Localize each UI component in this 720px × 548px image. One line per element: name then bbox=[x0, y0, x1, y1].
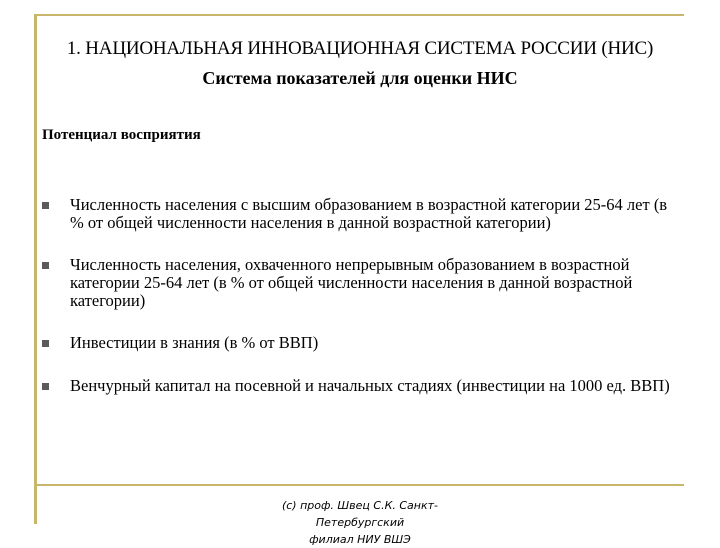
list-item-text: Инвестиции в знания (в % от ВВП) bbox=[70, 333, 319, 352]
footer-line-2: филиал НИУ ВШЭ bbox=[309, 533, 411, 546]
footer-line-1: (c) проф. Швец С.К. Санкт-Петербургский bbox=[281, 499, 439, 529]
square-bullet-icon bbox=[42, 262, 49, 269]
list-item-text: Венчурный капитал на посевной и начальных стадиях (инвестиции на 1000 ед. ВВП) bbox=[70, 376, 670, 395]
square-bullet-icon bbox=[42, 202, 49, 209]
square-bullet-icon bbox=[42, 383, 49, 390]
slide-subtitle: Система показателей для оценки НИС bbox=[202, 68, 518, 88]
frame-bottom-rule bbox=[34, 484, 684, 486]
frame-top-rule bbox=[34, 14, 684, 16]
frame-left-rule bbox=[34, 14, 37, 524]
list-item-text: Численность населения с высшим образованием в возрастной категории 25-64 лет (в % от общей численности населения в данной возрастной категории) bbox=[70, 195, 668, 232]
section-heading: Потенциал восприятия bbox=[42, 127, 201, 143]
list-item-text: Численность населения, охваченного непрерывным образованием в возрастной категории 25-64 лет (в % от общей численности населения в данной возрастной категории) bbox=[70, 255, 633, 310]
slide-title: 1. НАЦИОНАЛЬНАЯ ИННОВАЦИОННАЯ СИСТЕМА РОССИИ (НИС) bbox=[66, 38, 654, 59]
square-bullet-icon bbox=[42, 340, 49, 347]
footer-credit bbox=[240, 497, 480, 548]
